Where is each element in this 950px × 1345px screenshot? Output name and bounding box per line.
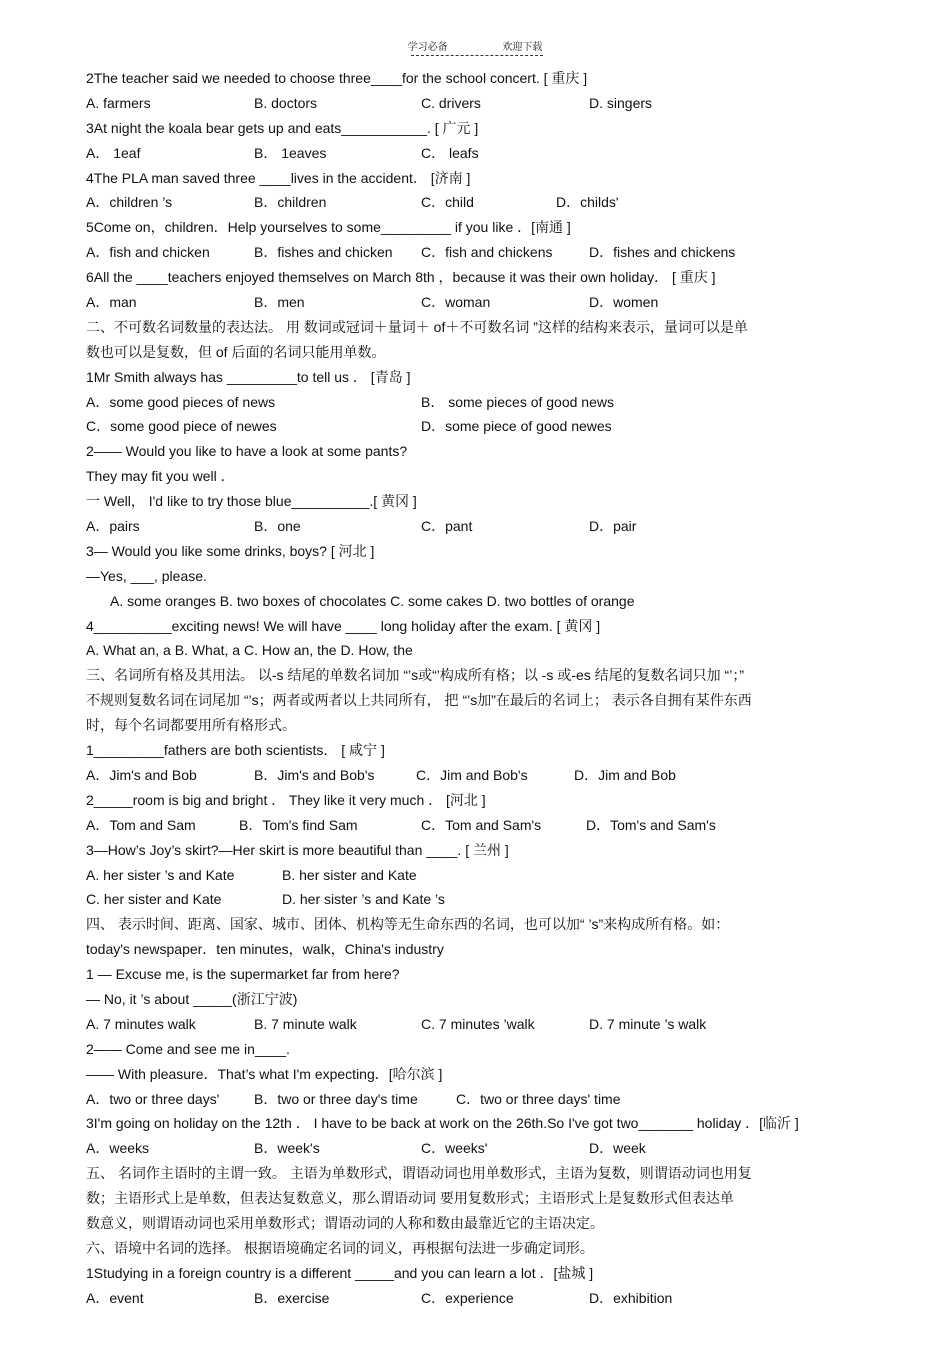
text-line: 1Studying in a foreign country is a different _____and you can learn a lot ．[盐城 ] xyxy=(86,1264,594,1281)
answer-option: D．fishes and chickens xyxy=(589,244,736,261)
text-line: A. some oranges B. two boxes of chocolates C. some cakes D. two bottles of orange xyxy=(110,592,635,609)
answer-option: B. 7 minute walk xyxy=(254,1015,357,1032)
answer-option: C．Tom and Sam's xyxy=(421,816,542,833)
answer-option: B．two or three day's time xyxy=(254,1090,418,1107)
answer-option: C．some good piece of newes xyxy=(86,418,277,435)
answer-option: A．man xyxy=(86,294,137,311)
text-line: 2_____room is big and bright ． They like it very much ． [河北 ] xyxy=(86,791,486,808)
answer-option: C. 7 minutes ’walk xyxy=(421,1015,535,1032)
answer-option: B．Tom's find Sam xyxy=(239,816,358,833)
text-line: today's newspaper．ten minutes，walk，China's industry xyxy=(86,941,444,958)
answer-options-row xyxy=(86,190,876,215)
answer-option: A．pairs xyxy=(86,518,140,535)
answer-options-row xyxy=(86,390,876,415)
header-right-text: 欢迎下载 xyxy=(502,42,543,53)
text-line: 2—— Would you like to have a look at some pants? xyxy=(86,443,408,460)
text-line: 1 — Excuse me, is the supermarket far from here? xyxy=(86,966,400,983)
text-line: 二、不可数名词数量的表达法。 用 数词或冠词＋量词＋ of＋不可数名词 ”这样的结构来表示，量词可以是单 xyxy=(86,318,748,335)
text-line: 数；主语形式上是单数，但表达复数意义，那么谓语动词 要用复数形式；主语形式上是复数形式但表达单 xyxy=(86,1190,734,1207)
answer-option: B．week's xyxy=(254,1140,320,1157)
answer-option: C． leafs xyxy=(421,144,479,161)
answer-options-row xyxy=(86,1286,876,1311)
header-divider xyxy=(411,55,543,56)
text-line: 三、名词所有格及其用法。 以-s 结尾的单数名词加 “’s或“’构成所有格；以 -s 或-es 结尾的复数名词只加 “’；” xyxy=(86,667,744,684)
answer-option: B．fishes and chicken xyxy=(254,244,393,261)
text-line: 六、语境中名词的选择。 根据语境确定名词的词义，再根据句法进一步确定词形。 xyxy=(86,1239,594,1256)
text-line: 3At night the koala bear gets up and eats___________. [ 广元 ] xyxy=(86,119,479,136)
answer-option: C．weeks' xyxy=(421,1140,488,1157)
text-line: —— With pleasure．That’s what I'm expecting．[哈尔滨 ] xyxy=(86,1065,443,1082)
answer-option: B．Jim's and Bob's xyxy=(254,766,375,783)
answer-option: A．two or three days' xyxy=(86,1090,220,1107)
text-line: —Yes, ___, please. xyxy=(86,567,207,584)
answer-options-row xyxy=(86,414,876,439)
answer-options-row xyxy=(86,863,876,888)
answer-option: D. 7 minute ’s walk xyxy=(589,1015,707,1032)
answer-options-row xyxy=(86,91,876,116)
text-line: 1_________fathers are both scientists． [ 咸宁 ] xyxy=(86,742,385,759)
text-line: 6All the ____teachers enjoyed themselves on March 8th ，because it was their own holiday． [ 重庆 ] xyxy=(86,269,716,286)
answer-options-row xyxy=(86,514,876,539)
answer-option: A．children ’s xyxy=(86,194,173,211)
answer-option: B．exercise xyxy=(254,1289,330,1306)
answer-option: B． 1eaves xyxy=(254,144,327,161)
answer-options-row xyxy=(86,240,876,265)
answer-option: C．experience xyxy=(421,1289,514,1306)
answer-options-row xyxy=(86,1136,876,1161)
answer-option: D．Tom's and Sam's xyxy=(586,816,716,833)
answer-option: C．pant xyxy=(421,518,473,535)
document-body xyxy=(86,66,876,1311)
text-line: 3I'm going on holiday on the 12th ． I have to be back at work on the 26th.So I've got two_______ holiday ．[临沂 ] xyxy=(86,1115,799,1132)
text-line: 2The teacher said we needed to choose three____for the school concert. [ 重庆 ] xyxy=(86,70,588,86)
answer-option: D．women xyxy=(589,294,659,311)
text-line: 数意义，则谓语动词也采用单数形式；谓语动词的人称和数由最靠近它的主语决定。 xyxy=(86,1214,604,1231)
text-line: A. What an, a B. What, a C. How an, the D. How, the xyxy=(86,642,413,659)
answer-option: A. farmers xyxy=(86,94,151,111)
answer-option: A. her sister ’s and Kate xyxy=(86,866,235,883)
answer-option: A．event xyxy=(86,1289,144,1306)
text-line: — No, it ’s about _____(浙江宁波) xyxy=(86,990,298,1007)
answer-option: B. her sister and Kate xyxy=(282,866,417,883)
answer-option: B．one xyxy=(254,518,301,535)
answer-option: C．woman xyxy=(421,294,491,311)
header-left-text: 学习必备 xyxy=(407,42,448,53)
answer-options-row xyxy=(86,887,876,912)
answer-option: D. singers xyxy=(589,94,653,111)
text-line: 一 Well， I'd like to try those blue__________.[ 黄冈 ] xyxy=(86,493,417,510)
answer-options-row xyxy=(86,813,876,838)
answer-option: A．some good pieces of news xyxy=(86,393,276,410)
answer-option: A．fish and chicken xyxy=(86,244,210,261)
answer-option: D．childs' xyxy=(556,194,619,211)
answer-option: D．week xyxy=(589,1140,646,1157)
answer-option: A． 1eaf xyxy=(86,144,141,161)
text-line: 2—— Come and see me in____. xyxy=(86,1040,290,1057)
text-line: 4__________exciting news! We will have ____ long holiday after the exam. [ 黄冈 ] xyxy=(86,617,601,634)
answer-option: D. her sister ’s and Kate ’s xyxy=(282,891,445,908)
answer-option: A．Tom and Sam xyxy=(86,816,196,833)
answer-option: A．Jim's and Bob xyxy=(86,766,197,783)
answer-option: B． some pieces of good news xyxy=(421,393,614,410)
answer-option: D．exhibition xyxy=(589,1289,673,1306)
answer-option: C．fish and chickens xyxy=(421,244,553,261)
answer-option: C．two or three days' time xyxy=(456,1090,621,1107)
answer-options-row xyxy=(86,141,876,166)
answer-option: C．Jim and Bob's xyxy=(416,766,528,783)
text-line: 4The PLA man saved three ____lives in the accident． [济南 ] xyxy=(86,169,471,186)
text-line: 数也可以是复数，但 of 后面的名词只能用单数。 xyxy=(86,343,386,360)
answer-option: B. doctors xyxy=(254,94,318,111)
answer-options-row xyxy=(86,1012,876,1037)
answer-option: C. her sister and Kate xyxy=(86,891,222,908)
answer-option: C．child xyxy=(421,194,474,211)
answer-option: C. drivers xyxy=(421,94,481,111)
text-line: 3— Would you like some drinks, boys? [ 河北 ] xyxy=(86,542,375,559)
text-line: 1Mr Smith always has _________to tell us ． [青岛 ] xyxy=(86,368,411,385)
text-line: 时，每个名词都要用所有格形式。 xyxy=(86,717,296,734)
text-line: 不规则复数名词在词尾加 “’s；两者或两者以上共同所有， 把 “’s加”在最后的名词上； 表示各自拥有某件东西 xyxy=(86,692,752,709)
answer-option: D．some piece of good newes xyxy=(421,418,612,435)
answer-options-row xyxy=(86,763,876,788)
answer-option: B．men xyxy=(254,294,305,311)
text-line: 3—How’s Joy’s skirt?—Her skirt is more beautiful than ____. [ 兰州 ] xyxy=(86,841,509,858)
answer-option: D．pair xyxy=(589,518,637,535)
answer-options-row xyxy=(86,1087,876,1112)
text-line: 四、 表示时间、距离、国家、城市、团体、机构等无生命东西的名词，也可以加“ ’s”来构成所有格。如： xyxy=(86,916,730,933)
text-line: They may fit you well ． xyxy=(86,468,235,485)
answer-option: D．Jim and Bob xyxy=(574,766,676,783)
answer-option: A．weeks xyxy=(86,1140,150,1157)
answer-option: A. 7 minutes walk xyxy=(86,1015,196,1032)
answer-option: B．children xyxy=(254,194,327,211)
text-line: 5Come on，children．Help yourselves to some_________ if you like ．[南通 ] xyxy=(86,219,571,236)
page-header xyxy=(0,38,950,53)
answer-options-row xyxy=(86,290,876,315)
text-line: 五、 名词作主语时的主谓一致。 主语为单数形式，谓语动词也用单数形式，主语为复数，则谓语动词也用复 xyxy=(86,1165,752,1182)
